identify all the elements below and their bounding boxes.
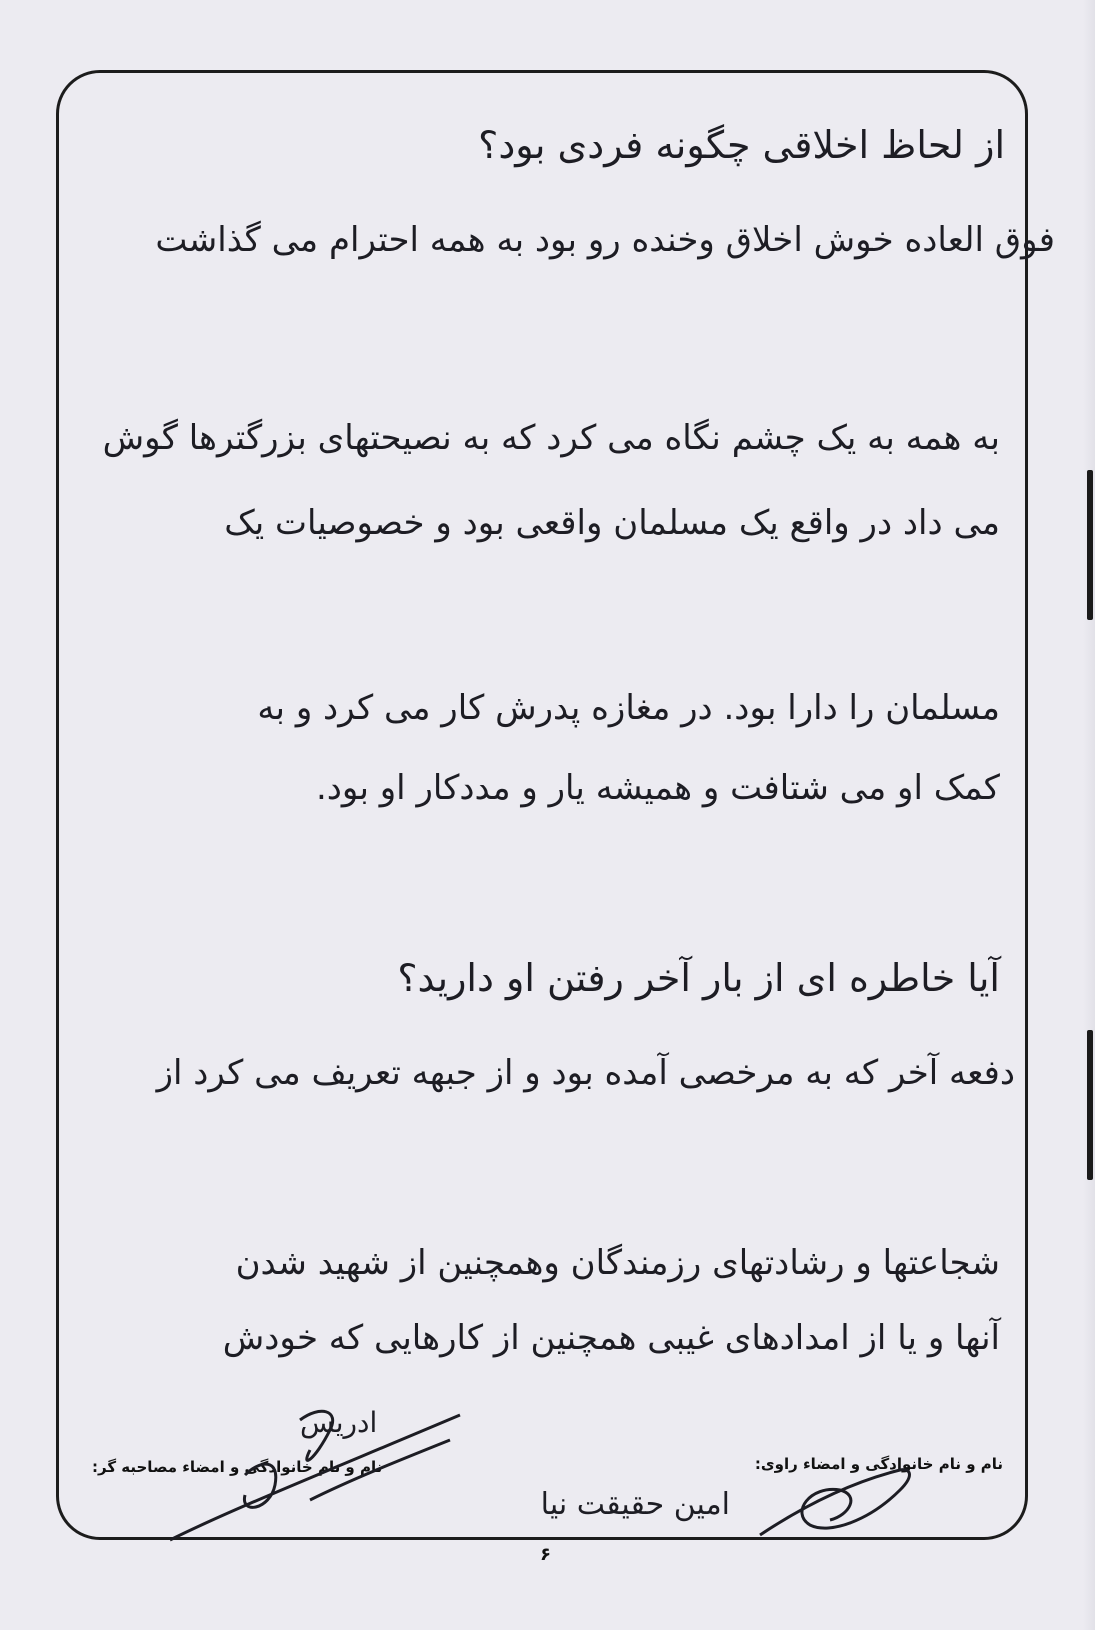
interviewer-name: ادریس bbox=[300, 1406, 378, 1439]
question-1: از لحاظ اخلاقی چگونه فردی بود؟ bbox=[478, 123, 1005, 167]
answer-2-line-3: آنها و یا از امدادهای غیبی همچنین از کارهایی که خودش bbox=[222, 1318, 1000, 1358]
answer-1-line-5: کمک او می شتافت و همیشه یار و مددکار او بود. bbox=[315, 768, 1000, 808]
interviewer-signature bbox=[150, 1400, 480, 1550]
edge-mark bbox=[1087, 470, 1093, 620]
narrator-label: نام و نام خانوادگی و امضاء راوی: bbox=[754, 1455, 1003, 1473]
edge-mark bbox=[1087, 1030, 1093, 1180]
answer-1-line-1: فوق العاده خوش اخلاق وخنده رو بود به همه احترام می گذاشت bbox=[155, 220, 1055, 260]
answer-1-line-4: مسلمان را دارا بود. در مغازه پدرش کار می کرد و به bbox=[257, 688, 1000, 728]
answer-1-line-3: می داد در واقع یک مسلمان واقعی بود و خصوصیات یک bbox=[224, 503, 1000, 543]
answer-1-line-2: به همه به یک چشم نگاه می کرد که به نصیحتهای بزرگترها گوش bbox=[102, 418, 1000, 458]
answer-2-line-1: دفعه آخر که به مرخصی آمده بود و از جبهه تعریف می کرد از bbox=[156, 1053, 1015, 1093]
answer-2-line-2: شجاعتها و رشادتهای رزمندگان وهمچنین از شهید شدن bbox=[235, 1243, 1000, 1283]
scan-edge bbox=[1083, 0, 1095, 1630]
narrator-name: امین حقیقت نیا bbox=[540, 1487, 730, 1522]
narrator-signature bbox=[750, 1465, 920, 1545]
page-number: ۶ bbox=[540, 1544, 551, 1565]
interviewer-label: نام و نام خانوادگی و امضاء مصاحبه گر: bbox=[92, 1458, 383, 1476]
question-2: آیا خاطره ای از بار آخر رفتن او دارید؟ bbox=[397, 956, 1000, 1000]
